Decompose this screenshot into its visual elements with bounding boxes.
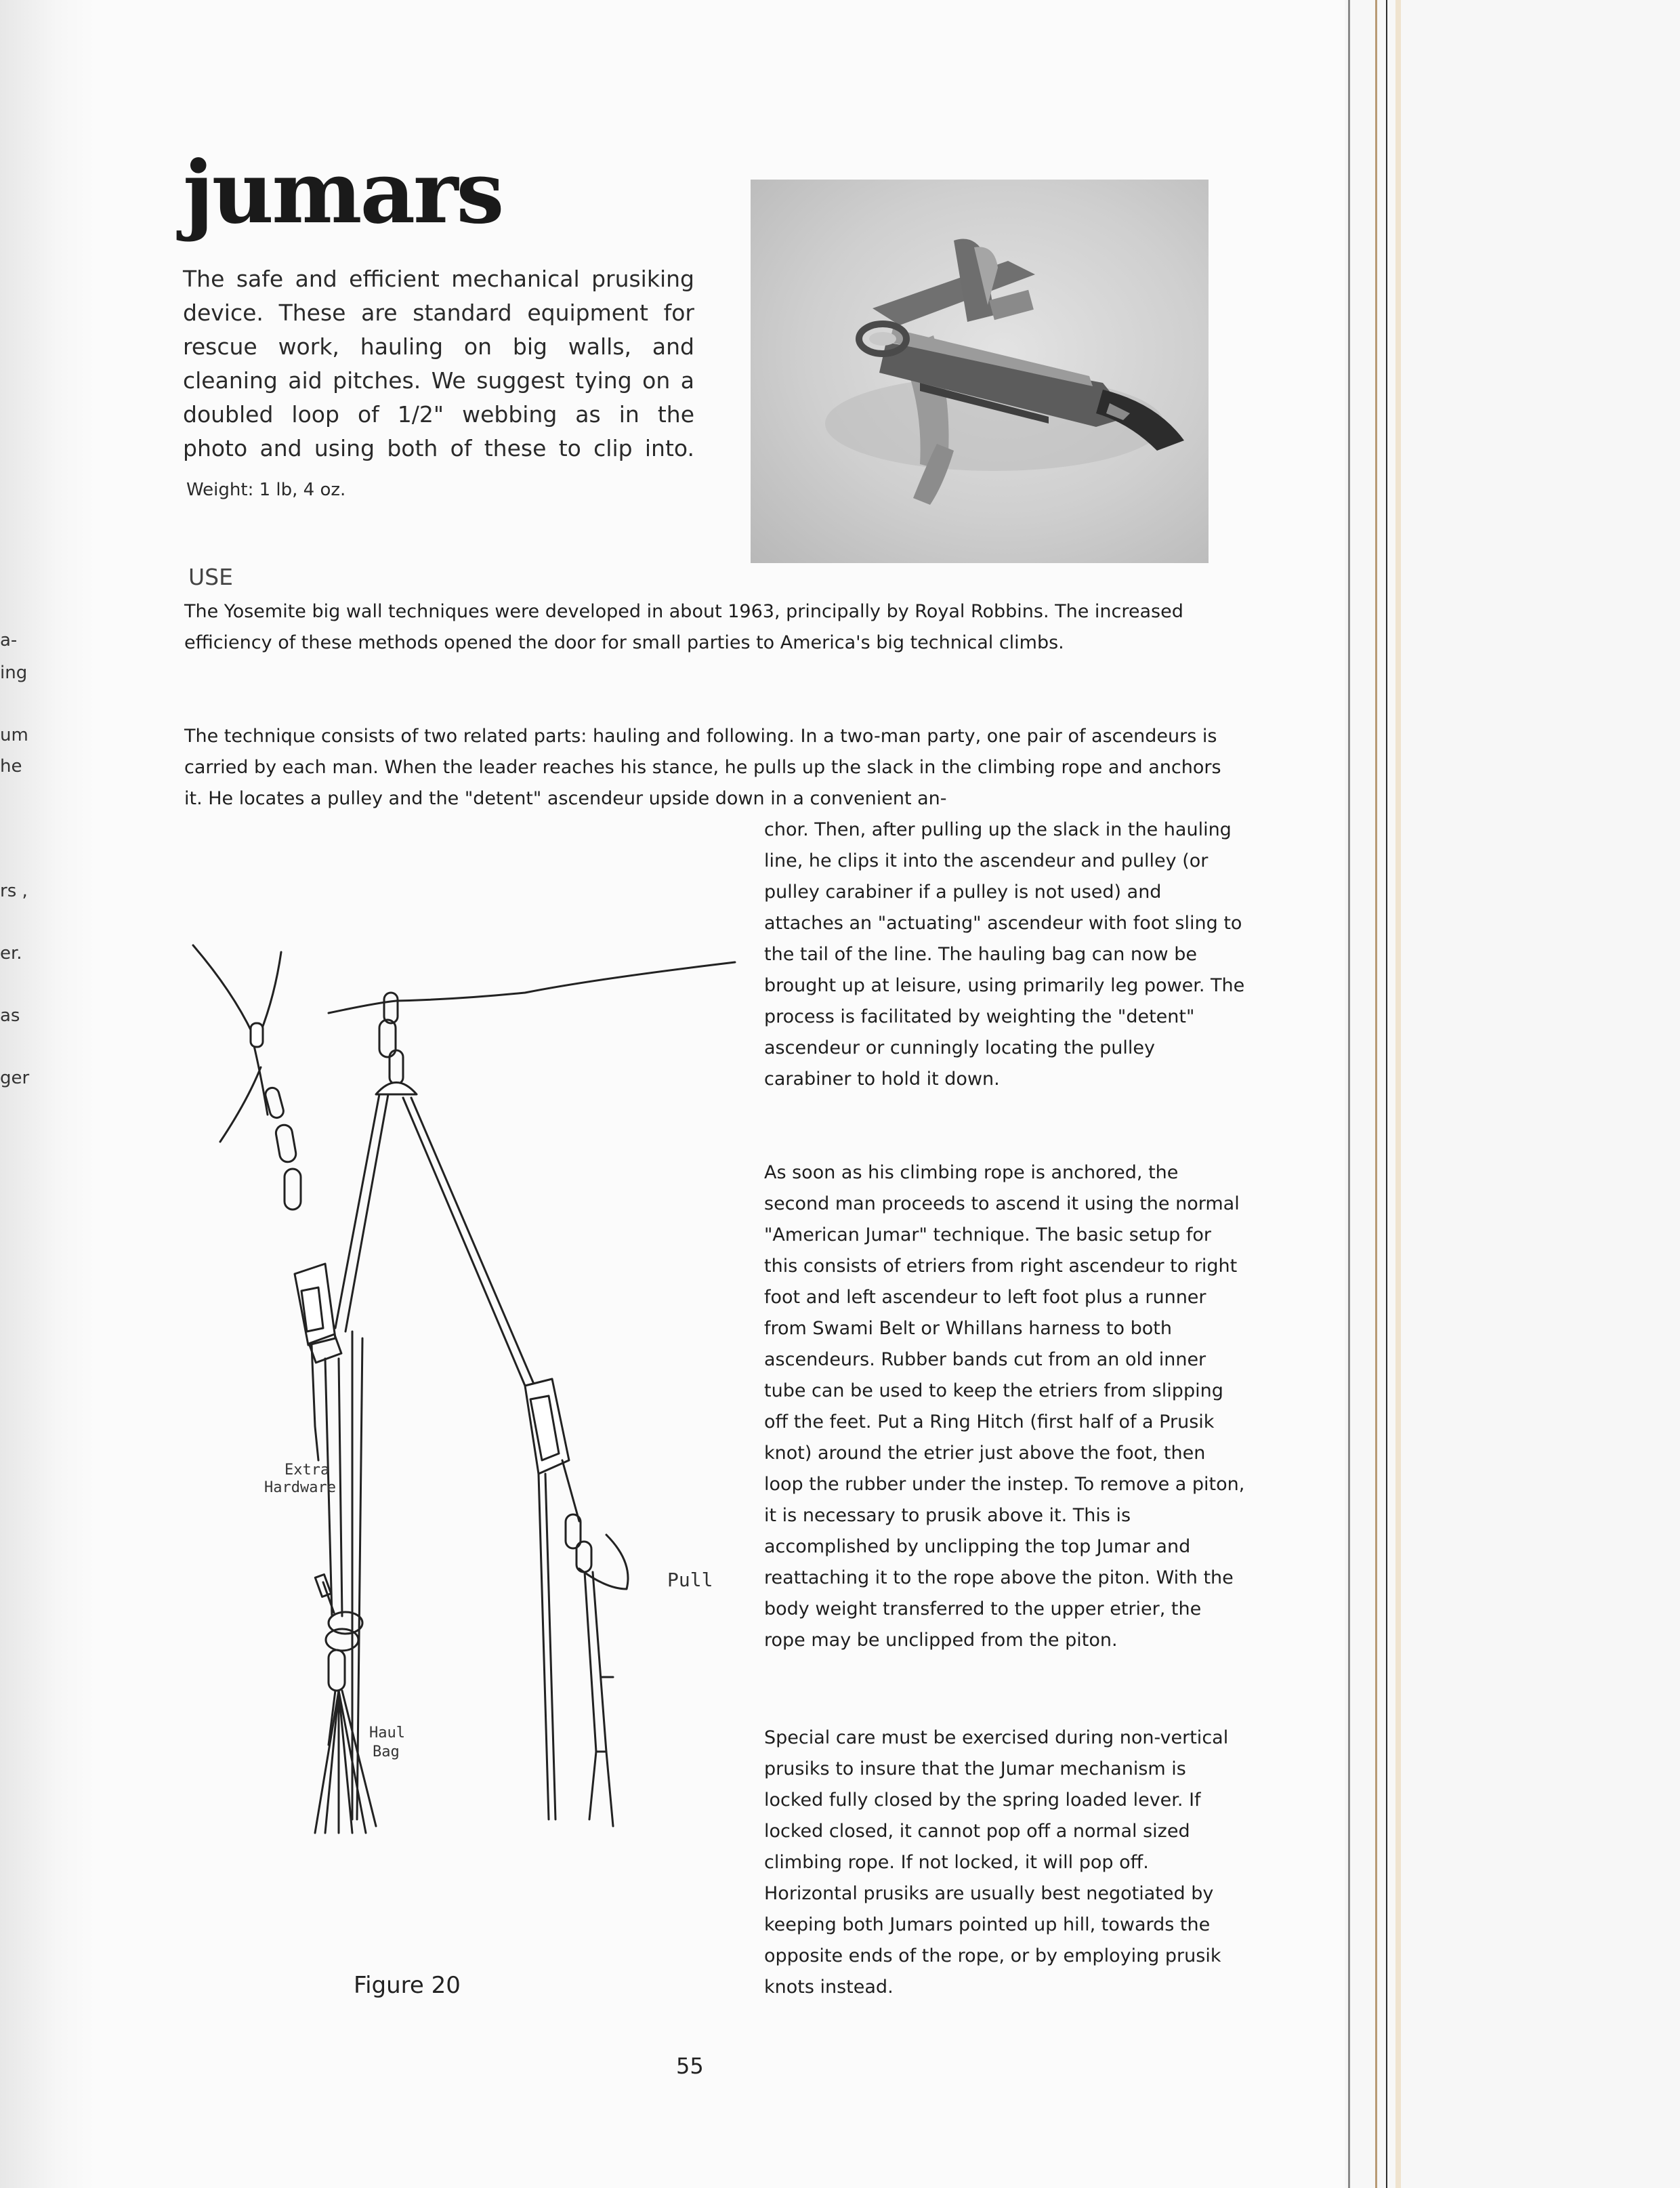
jumar-photo	[751, 180, 1209, 563]
page-edge-line	[1348, 0, 1350, 2188]
margin-fragment: ger	[0, 1068, 30, 1088]
intro-line: The safe and efficient mechanical prusiking	[183, 266, 694, 292]
page-edge-line	[1395, 0, 1401, 2188]
margin-fragment: as	[0, 1006, 20, 1026]
margin-fragment: um	[0, 725, 28, 745]
page-number: 55	[676, 2053, 704, 2079]
figure-caption: Figure 20	[354, 1972, 461, 1999]
margin-fragment: he	[0, 756, 22, 777]
margin-fragment: er.	[0, 943, 22, 964]
intro-line: device. These are standard equipment for	[183, 300, 694, 326]
page-edge-line	[1375, 0, 1377, 2188]
intro-line: doubled loop of 1/2" webbing as in the	[183, 401, 694, 428]
product-weight: Weight: 1 lb, 4 oz.	[186, 480, 346, 500]
paragraph: chor. Then, after pulling up the slack in the hauling line, he clips it into the ascendeur and pulley (or pulley carabiner if a pulley is not used) and attaches an "actuating" ascendeur with foot sling to the tail of the line. The hauling bag can now be brought up at leisure, using primarily leg power. The process is facilitated by weighting the "detent" ascendeur or cunningly locating the pulley carabiner to hold it down.	[764, 819, 1245, 1090]
page-gutter-shadow	[0, 0, 95, 2188]
hauling-diagram	[173, 938, 742, 1840]
page-title: jumars	[183, 142, 503, 243]
extra-hardware-label: Extra	[285, 1462, 330, 1479]
page-edge-line	[1386, 0, 1387, 2188]
margin-fragment: rs ,	[0, 881, 28, 901]
pull-label: Pull	[667, 1569, 713, 1591]
section-heading: USE	[188, 564, 233, 590]
paragraph: As soon as his climbing rope is anchored, the second man proceeds to ascend it using the normal "American Jumar" technique. The basic setup for this consists of etriers from right ascendeur to right foot and left ascendeur to left foot plus a runner from Swami Belt or Whillans harness to both ascendeurs. Rubber bands cut from an old inner tube can be used to keep the etriers from slipping off the feet. Put a Ring Hitch (first half of a Prusik knot) around the etrier just above the foot, then loop the rubber under the instep. To remove a piton, it is necessary to prusik above it. This is accomplished by unclipping the top Jumar and reattaching it to the rope above the piton. With the body weight transferred to the upper etrier, the rope may be unclipped from the piton.	[764, 1162, 1245, 1651]
intro-line: rescue work, hauling on big walls, and	[183, 333, 694, 360]
paragraph: Special care must be exercised during non-vertical prusiks to insure that the Jumar mechanism is locked fully closed by the spring loaded lever. If locked closed, it cannot pop off a normal sized climbing rope. If not locked, it will pop off. Horizontal prusiks are usually best negotiated by keeping both Jumars pointed up hill, towards the opposite ends of the rope, or by employing prusik knots instead.	[764, 1727, 1229, 1998]
margin-fragment: a-	[0, 630, 18, 651]
paragraph: The Yosemite big wall techniques were developed in about 1963, principally by Royal Robbins. The increased efficiency of these methods opened the door for small parties to America's big technical climbs.	[184, 601, 1183, 653]
margin-fragment: ing	[0, 663, 28, 683]
paragraph: The technique consists of two related parts: hauling and following. In a two-man party, one pair of ascendeurs is carried by each man. When the leader reaches his stance, he pulls up the slack in the climbing rope and anchors it. He locates a pulley and the "detent" ascendeur upside down in a convenient an-	[184, 726, 1221, 809]
haul-bag-label: Haul	[369, 1725, 405, 1741]
extra-hardware-label: Hardware	[264, 1479, 336, 1496]
intro-line: cleaning aid pitches. We suggest tying on a	[183, 367, 694, 394]
haul-bag-label: Bag	[373, 1743, 400, 1760]
intro-line: photo and using both of these to clip into.	[183, 435, 694, 461]
